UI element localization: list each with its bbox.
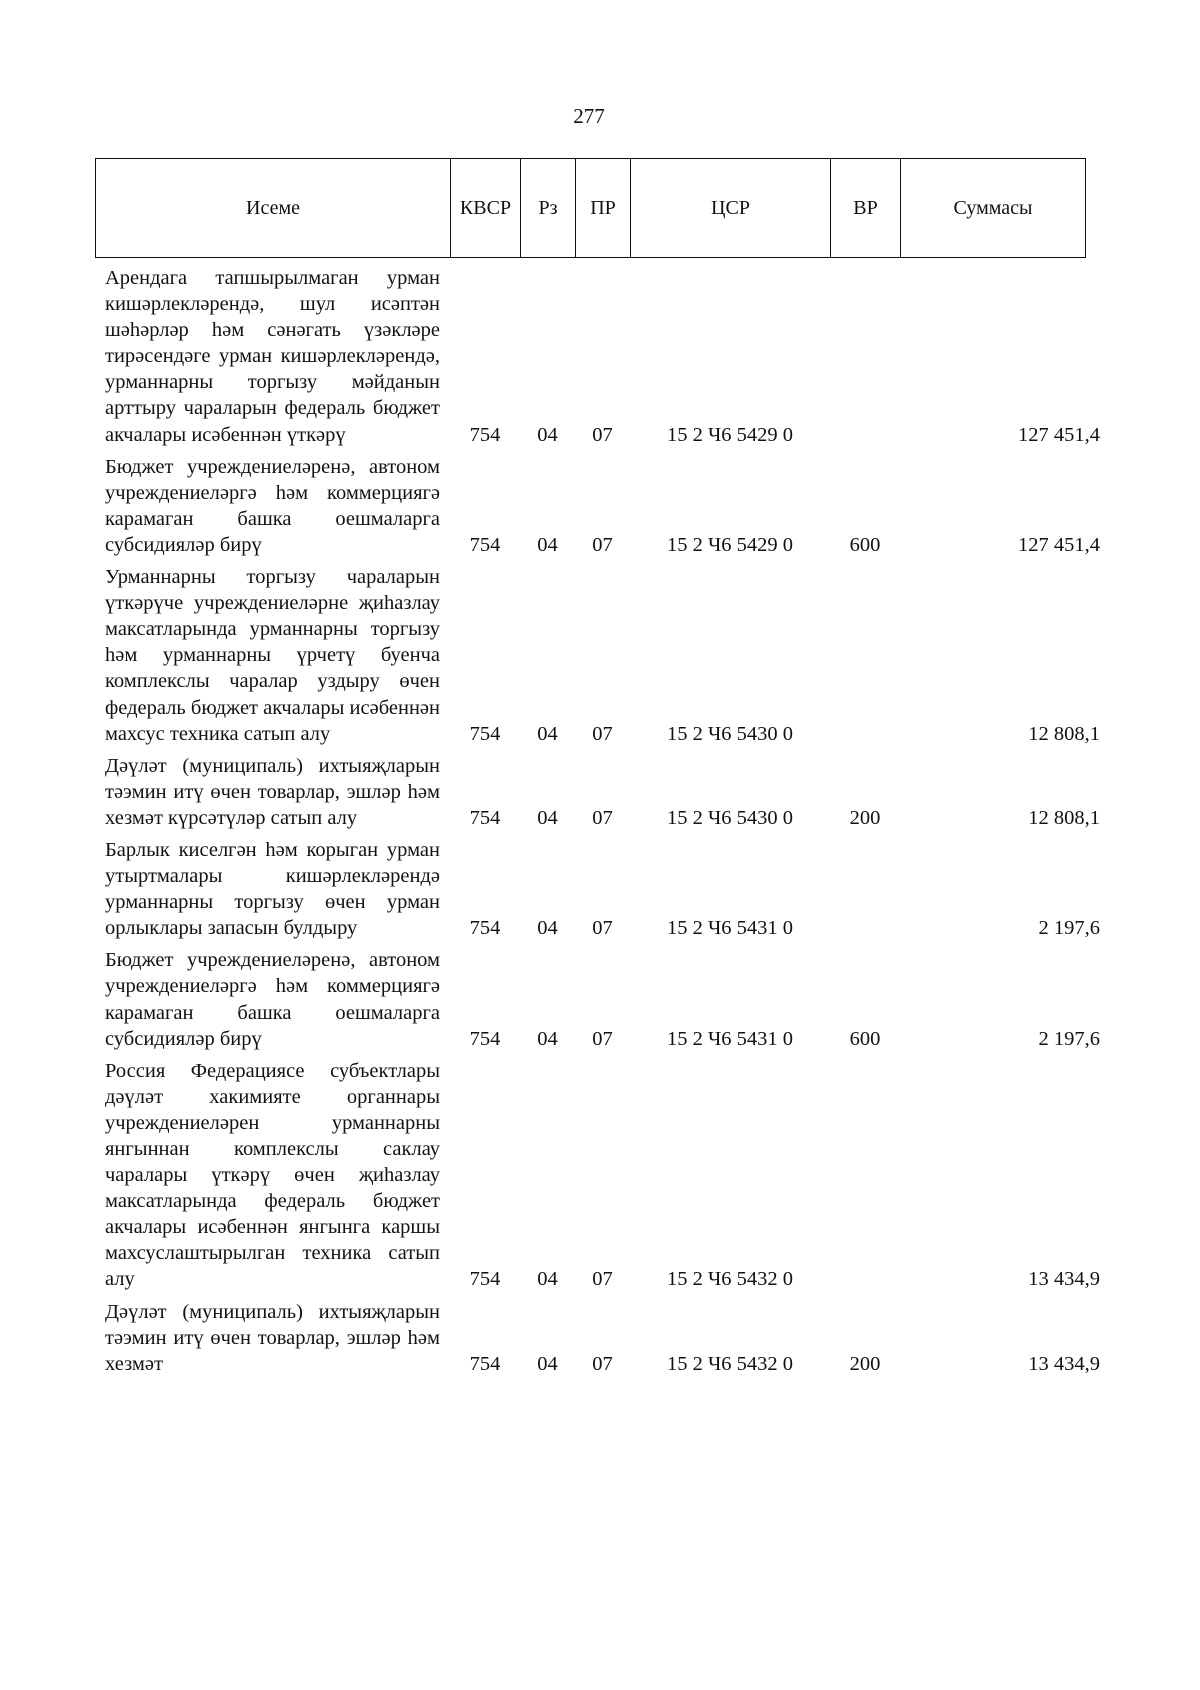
row-name: Урманнарны торгызу чараларын үткәрүче учреждениеләрне җиһазлау максатларында урманнарны торгызу һәм урманнарны үрчетү буенча комплекслы чаралар уздыру өчен федераль бюджет акчалары исәбеннән махсус техника сатып алу bbox=[105, 566, 440, 745]
row-vr: 200 bbox=[849, 1352, 881, 1375]
row-sum: 12 808,1 bbox=[1028, 722, 1100, 745]
row-csr: 15 2 Ч6 5430 0 bbox=[666, 806, 794, 829]
row-vr: 200 bbox=[849, 806, 881, 829]
column-header-vr: ВР bbox=[831, 159, 901, 258]
table-row bbox=[105, 753, 1100, 831]
row-sum: 12 808,1 bbox=[1028, 806, 1100, 829]
column-header-kvsr: КВСР bbox=[451, 159, 521, 258]
row-csr: 15 2 Ч6 5432 0 bbox=[666, 1352, 794, 1375]
row-name: Россия Федерациясе субъектлары дәүләт хакимияте органнары учреждениеләрен урманнарны янгыннан комплекслы саклау чаралары үткәрү өчен җиһазлау максатларында федераль бюджет акчалары исәбеннән янгынга каршы махсуслаштырылган техника сатып алу bbox=[105, 1059, 440, 1291]
row-kvsr: 754 bbox=[469, 423, 501, 446]
row-kvsr: 754 bbox=[469, 1268, 501, 1291]
row-rz: 04 bbox=[537, 423, 558, 446]
row-sum: 13 434,9 bbox=[1028, 1352, 1100, 1375]
row-rz: 04 bbox=[537, 533, 558, 556]
row-kvsr: 754 bbox=[469, 917, 501, 940]
row-rz: 04 bbox=[537, 806, 558, 829]
table-row bbox=[105, 947, 1100, 1051]
page-number: 277 bbox=[573, 104, 605, 128]
row-csr: 15 2 Ч6 5432 0 bbox=[666, 1268, 794, 1291]
row-rz: 04 bbox=[537, 1352, 558, 1375]
row-csr: 15 2 Ч6 5431 0 bbox=[666, 917, 794, 940]
row-name: Арендага тапшырылмаган урман кишәрлекләрендә, шул исәптән шәһәрләр һәм сәнәгать үзәкләре тирәсендәге урман кишәрлекләрендә, урманнарны торгызу мәйданын арттыру чараларын федераль бюджет акчалары исәбеннән үткәрү bbox=[105, 267, 440, 446]
row-name: Дәүләт (муниципаль) ихтыяҗларын тәэмин итү өчен товарлар, эшләр һәм хезмәт күрсәтүләр сатып алу bbox=[105, 754, 440, 829]
row-sum: 127 451,4 bbox=[1018, 533, 1100, 556]
row-vr: 600 bbox=[849, 1027, 881, 1050]
row-sum: 2 197,6 bbox=[1038, 917, 1100, 940]
table-body bbox=[105, 265, 1100, 1383]
row-rz: 04 bbox=[537, 1027, 558, 1050]
table-row bbox=[105, 454, 1100, 558]
table-row bbox=[105, 1058, 1100, 1293]
row-rz: 04 bbox=[537, 917, 558, 940]
row-pr: 07 bbox=[592, 806, 613, 829]
row-name: Дәүләт (муниципаль) ихтыяҗларын тәэмин итү өчен товарлар, эшләр һәм хезмәт bbox=[105, 1300, 440, 1375]
row-pr: 07 bbox=[592, 722, 613, 745]
row-kvsr: 754 bbox=[469, 1352, 501, 1375]
table-row bbox=[105, 837, 1100, 941]
row-csr: 15 2 Ч6 5429 0 bbox=[666, 423, 794, 446]
table-header bbox=[95, 158, 1086, 258]
row-pr: 07 bbox=[592, 1027, 613, 1050]
row-pr: 07 bbox=[592, 917, 613, 940]
row-pr: 07 bbox=[592, 1352, 613, 1375]
row-pr: 07 bbox=[592, 533, 613, 556]
row-sum: 13 434,9 bbox=[1028, 1268, 1100, 1291]
row-csr: 15 2 Ч6 5430 0 bbox=[666, 722, 794, 745]
row-name: Бюджет учреждениеләренә, автоном учреждениеләргә һәм коммерциягә карамаган башка оешмаларга субсидияләр бирү bbox=[105, 455, 440, 556]
row-csr: 15 2 Ч6 5429 0 bbox=[666, 533, 794, 556]
row-rz: 04 bbox=[537, 1268, 558, 1291]
column-header-csr: ЦСР bbox=[631, 159, 831, 258]
row-sum: 127 451,4 bbox=[1018, 423, 1100, 446]
row-name: Бюджет учреждениеләренә, автоном учреждениеләргә һәм коммерциягә карамаган башка оешмаларга субсидияләр бирү bbox=[105, 949, 440, 1050]
row-pr: 07 bbox=[592, 1268, 613, 1291]
row-sum: 2 197,6 bbox=[1038, 1027, 1100, 1050]
column-header-name: Исеме bbox=[96, 159, 451, 258]
row-kvsr: 754 bbox=[469, 722, 501, 745]
table-row bbox=[105, 564, 1100, 747]
row-vr: 600 bbox=[849, 533, 881, 556]
row-kvsr: 754 bbox=[469, 1027, 501, 1050]
row-pr: 07 bbox=[592, 423, 613, 446]
table-row bbox=[105, 265, 1100, 448]
column-header-rz: Рз bbox=[521, 159, 576, 258]
row-name: Барлык киселгән һәм корыган урман утыртмалары кишәрлекләрендә урманнарны торгызу өчен урман орлыклары запасын булдыру bbox=[105, 838, 440, 940]
row-kvsr: 754 bbox=[469, 806, 501, 829]
row-csr: 15 2 Ч6 5431 0 bbox=[666, 1027, 794, 1050]
row-rz: 04 bbox=[537, 722, 558, 745]
row-kvsr: 754 bbox=[469, 533, 501, 556]
table-row bbox=[105, 1299, 1100, 1377]
column-header-sum: Суммасы bbox=[901, 159, 1086, 258]
column-header-pr: ПР bbox=[576, 159, 631, 258]
